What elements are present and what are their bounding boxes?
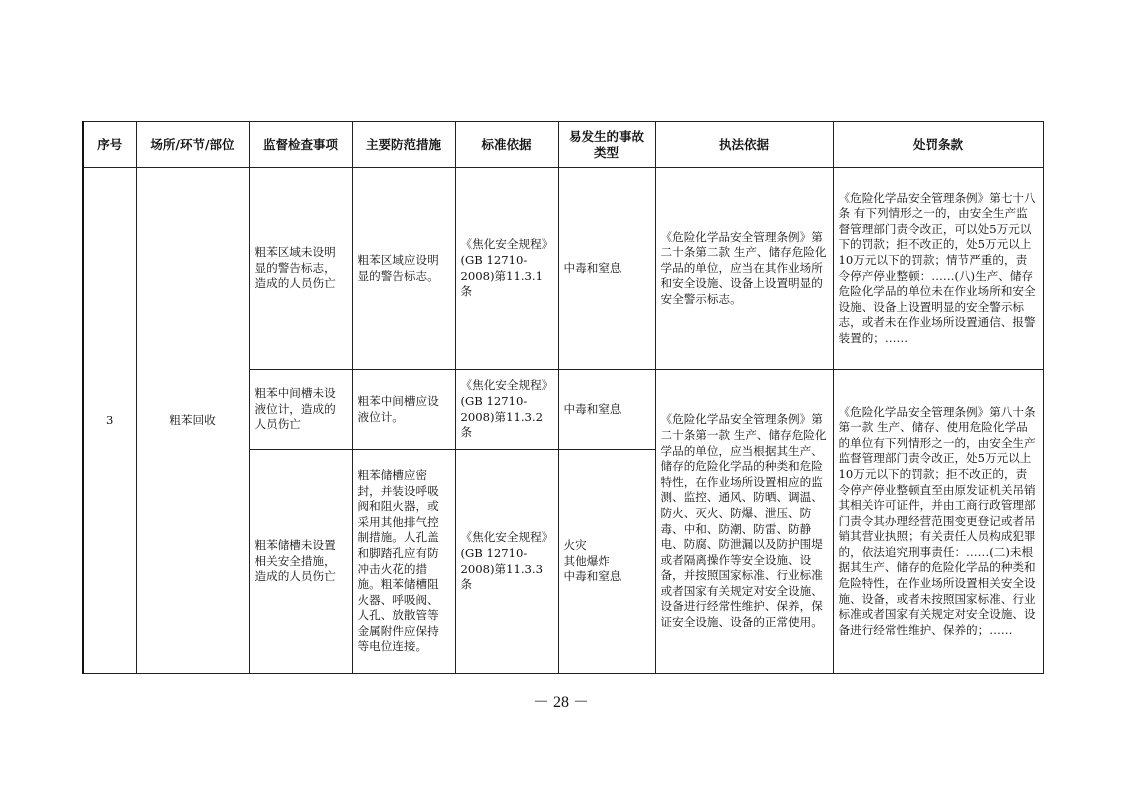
cell-seq: 3 bbox=[83, 168, 136, 674]
cell-measure: 粗苯中间槽应设液位计。 bbox=[352, 370, 455, 450]
page-number: － 28 － bbox=[532, 694, 589, 711]
cell-standard: 《焦化安全规程》(GB 12710-2008)第11.3.2条 bbox=[455, 370, 558, 450]
cell-standard: 《焦化安全规程》(GB 12710-2008)第11.3.3条 bbox=[455, 450, 558, 674]
header-measure: 主要防范措施 bbox=[352, 122, 455, 168]
cell-penalty-shared: 《危险化学品安全管理条例》第八十条第一款 生产、储存、使用危险化学品的单位有下列情形之一的，由安全生产监督管理部门责令改正，处5万元以上10万元以下的罚款；拒不改正的，责令停产停业整顿直至由原发证机关吊销其相关许可证件，并由工商行政管理部门责令其办理经营范围变更登记或者吊销其营业执照；有关责任人员构成犯罪的，依法追究刑事责任：……(二)未根据其生产、储存的危险化学品的种类和危险特性，在作业场所设置相关安全设施、设备，或者未按照国家标准、行业标准或者国家有关规定对安全设施、设备进行经常性维护、保养的；…… bbox=[833, 370, 1043, 674]
cell-item: 粗苯储槽未设置相关安全措施，造成的人员伤亡 bbox=[249, 450, 352, 674]
header-penalty: 处罚条款 bbox=[833, 122, 1043, 168]
header-place: 场所/环节/部位 bbox=[136, 122, 249, 168]
cell-accident: 中毒和窒息 bbox=[558, 168, 655, 370]
cell-item: 粗苯区域未设明显的警告标志，造成的人员伤亡 bbox=[249, 168, 352, 370]
cell-measure: 粗苯储槽应密封，并装设呼吸阀和阻火器，或采用其他排气控制措施。人孔盖和脚踏孔应有防冲击火花的措施。粗苯储槽阻火器、呼吸阀、人孔、放散管等金属附件应保持等电位连接。 bbox=[352, 450, 455, 674]
header-row bbox=[83, 122, 1043, 168]
header-law: 执法依据 bbox=[655, 122, 833, 168]
cell-accident: 中毒和窒息 bbox=[558, 370, 655, 450]
cell-law: 《危险化学品安全管理条例》第二十条第二款 生产、储存危险化学品的单位，应当在其作业场所和安全设施、设备上设置明显的安全警示标志。 bbox=[655, 168, 833, 370]
header-seq: 序号 bbox=[83, 122, 136, 168]
cell-standard: 《焦化安全规程》(GB 12710-2008)第11.3.1条 bbox=[455, 168, 558, 370]
header-standard: 标准依据 bbox=[455, 122, 558, 168]
cell-measure: 粗苯区域应设明显的警告标志。 bbox=[352, 168, 455, 370]
table-row bbox=[83, 168, 1043, 370]
cell-penalty: 《危险化学品安全管理条例》第七十八条 有下列情形之一的，由安全生产监督管理部门责令改正，可以处5万元以下的罚款；拒不改正的，处5万元以上10万元以下的罚款；情节严重的，责令停产停业整顿：……(八)生产、储存危险化学品的单位未在作业场所和安全设施、设备上设置明显的安全警示标志，或者未在作业场所设置通信、报警装置的；…… bbox=[833, 168, 1043, 370]
cell-place: 粗苯回收 bbox=[136, 168, 249, 674]
cell-law-shared: 《危险化学品安全管理条例》第二十条第一款 生产、储存危险化学品的单位，应当根据其生产、储存的危险化学品的种类和危险特性，在作业场所设置相应的监测、监控、通风、防晒、调温、防火、灭火、防爆、泄压、防毒、中和、防潮、防雷、防静电、防腐、防泄漏以及防护围堤或者隔离操作等安全设施、设备，并按照国家标准、行业标准或者国家有关规定对安全设施、设备进行经常性维护、保养，保证安全设施、设备的正常使用。 bbox=[655, 370, 833, 674]
inspection-table bbox=[82, 121, 1044, 674]
header-accident: 易发生的事故类型 bbox=[558, 122, 655, 168]
cell-item: 粗苯中间槽未设液位计，造成的人员伤亡 bbox=[249, 370, 352, 450]
header-item: 监督检查事项 bbox=[249, 122, 352, 168]
cell-accident: 火灾 其他爆炸 中毒和窒息 bbox=[558, 450, 655, 674]
